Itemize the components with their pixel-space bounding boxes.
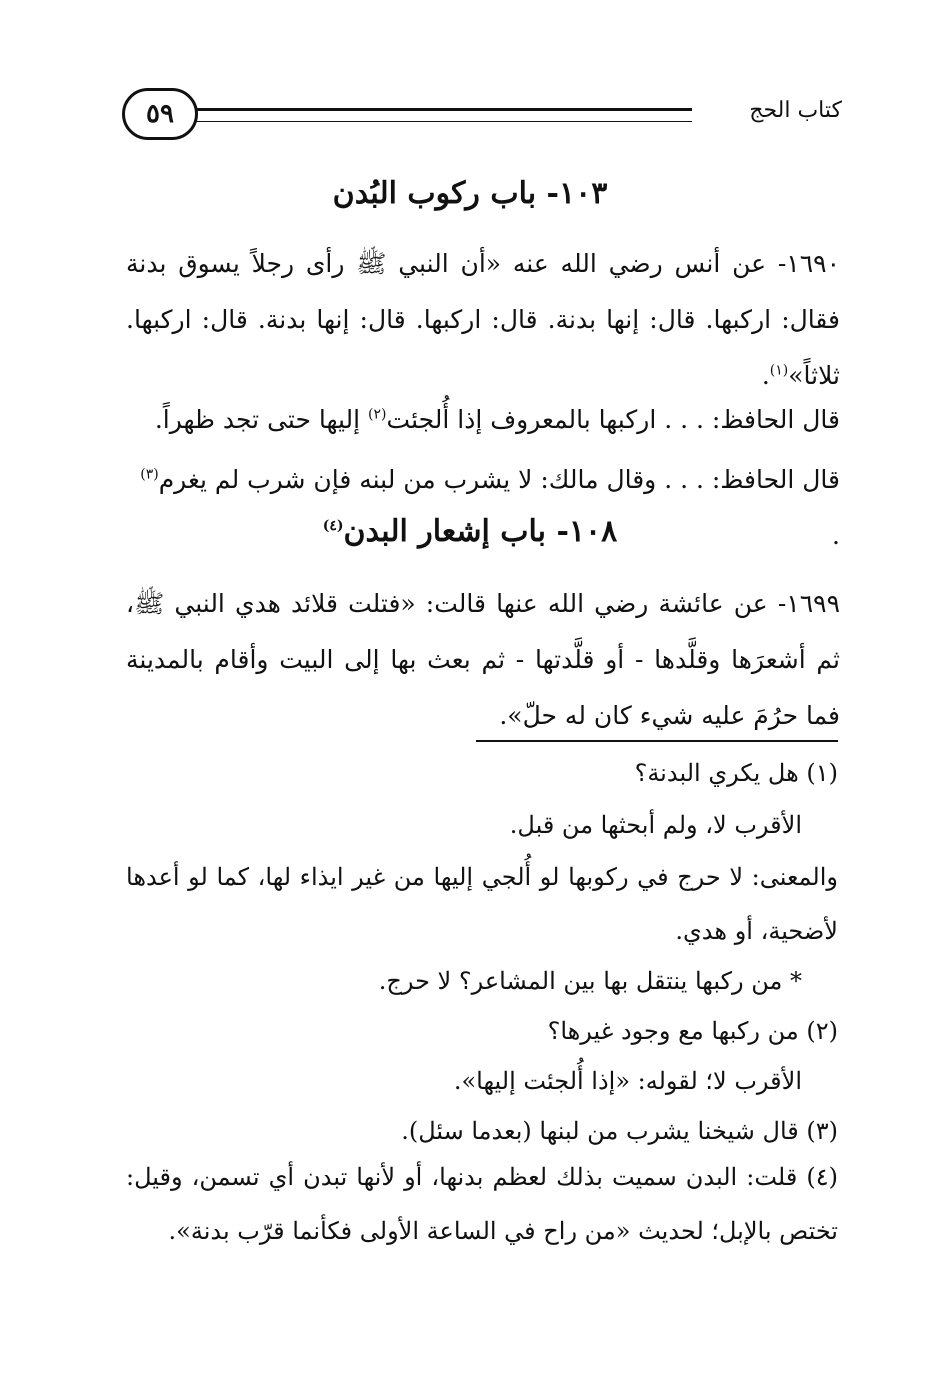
book-title: كتاب الحج	[749, 98, 842, 123]
footnote-1-question: (١) هل يكري البدنة؟	[634, 759, 838, 787]
footnote-1-meaning	[126, 850, 838, 958]
hafiz-note-2-end: .	[832, 521, 840, 550]
footnote-1-meaning-text: والمعنى: لا حرج في ركوبها لو أُلجي إليها من غير ايذاء لها، كما لو أعدها لأضحية، أو هدي.	[126, 863, 838, 945]
hadith-1699-text: ١٦٩٩- عن عائشة رضي الله عنها قالت: «فتلت قلائد هدي النبي ﷺ، ثم أشعرَها وقلَّدها - أو قلَّدتها - ثم بعث بها إلى البيت وأقام بالمدينة فما حرُمَ عليه شيء كان له حلّ».	[126, 589, 840, 730]
header-rule	[196, 108, 692, 122]
hadith-1699	[126, 576, 840, 744]
hafiz-note-1	[126, 392, 840, 448]
hafiz-note-2-text: قال الحافظ: . . . وقال مالك: لا يشرب من لبنه فإن شرب لم يغرم	[158, 465, 840, 494]
page-number-badge: ٥٩	[122, 88, 198, 140]
footnote-4	[126, 1150, 838, 1258]
footnote-1-extra: * من ركبها ينتقل بها بين المشاعر؟ لا حرج.	[378, 967, 802, 995]
footnote-ref-2: (٢)	[368, 406, 387, 423]
page-header	[122, 88, 842, 148]
footnote-ref-3: (٣)	[140, 466, 159, 483]
chapter-title-103: ١٠٣- باب ركوب البُدن	[332, 176, 608, 211]
footnote-2-answer: الأقرب لا؛ لقوله: «إذا أُلجئت إليها».	[453, 1067, 802, 1095]
footnote-4-text: (٤) قلت: البدن سميت بذلك لعظم بدنها، أو لأنها تبدن أي تسمن، وقيل: تختص بالإبل؛ لحديث «من راح في الساعة الأولى فكأنما قرّب بدنة».	[126, 1163, 838, 1245]
footnote-3: (٣) قال شيخنا يشرب من لبنها (بعدما سئل).	[401, 1117, 838, 1145]
hadith-1690-text: ١٦٩٠- عن أنس رضي الله عنه «أن النبي ﷺ رأى رجلاً يسوق بدنة فقال: اركبها. قال: إنها بدنة. قال: اركبها. قال: إنها بدنة. قال: اركبها. ثلاثاً»	[126, 249, 840, 390]
hadith-1690-end: .	[761, 361, 770, 390]
footnote-2-question: (٢) من ركبها مع وجود غيرها؟	[547, 1017, 838, 1045]
hafiz-note-1-rest: إليها حتى تجد ظهراً.	[154, 405, 369, 434]
footnote-ref-4: (٤)	[322, 518, 344, 534]
chapter-title-108	[100, 514, 840, 549]
footnote-ref-1: (١)	[769, 362, 789, 379]
chapter-title-108-text: ١٠٨- باب إشعار البدن	[343, 514, 618, 549]
hadith-1690	[126, 236, 840, 404]
footnote-divider	[476, 740, 838, 742]
hafiz-note-1-text: قال الحافظ: . . . اركبها بالمعروف إذا أُلجئت	[386, 405, 840, 434]
footnote-1-answer: الأقرب لا، ولم أبحثها من قبل.	[509, 811, 802, 839]
